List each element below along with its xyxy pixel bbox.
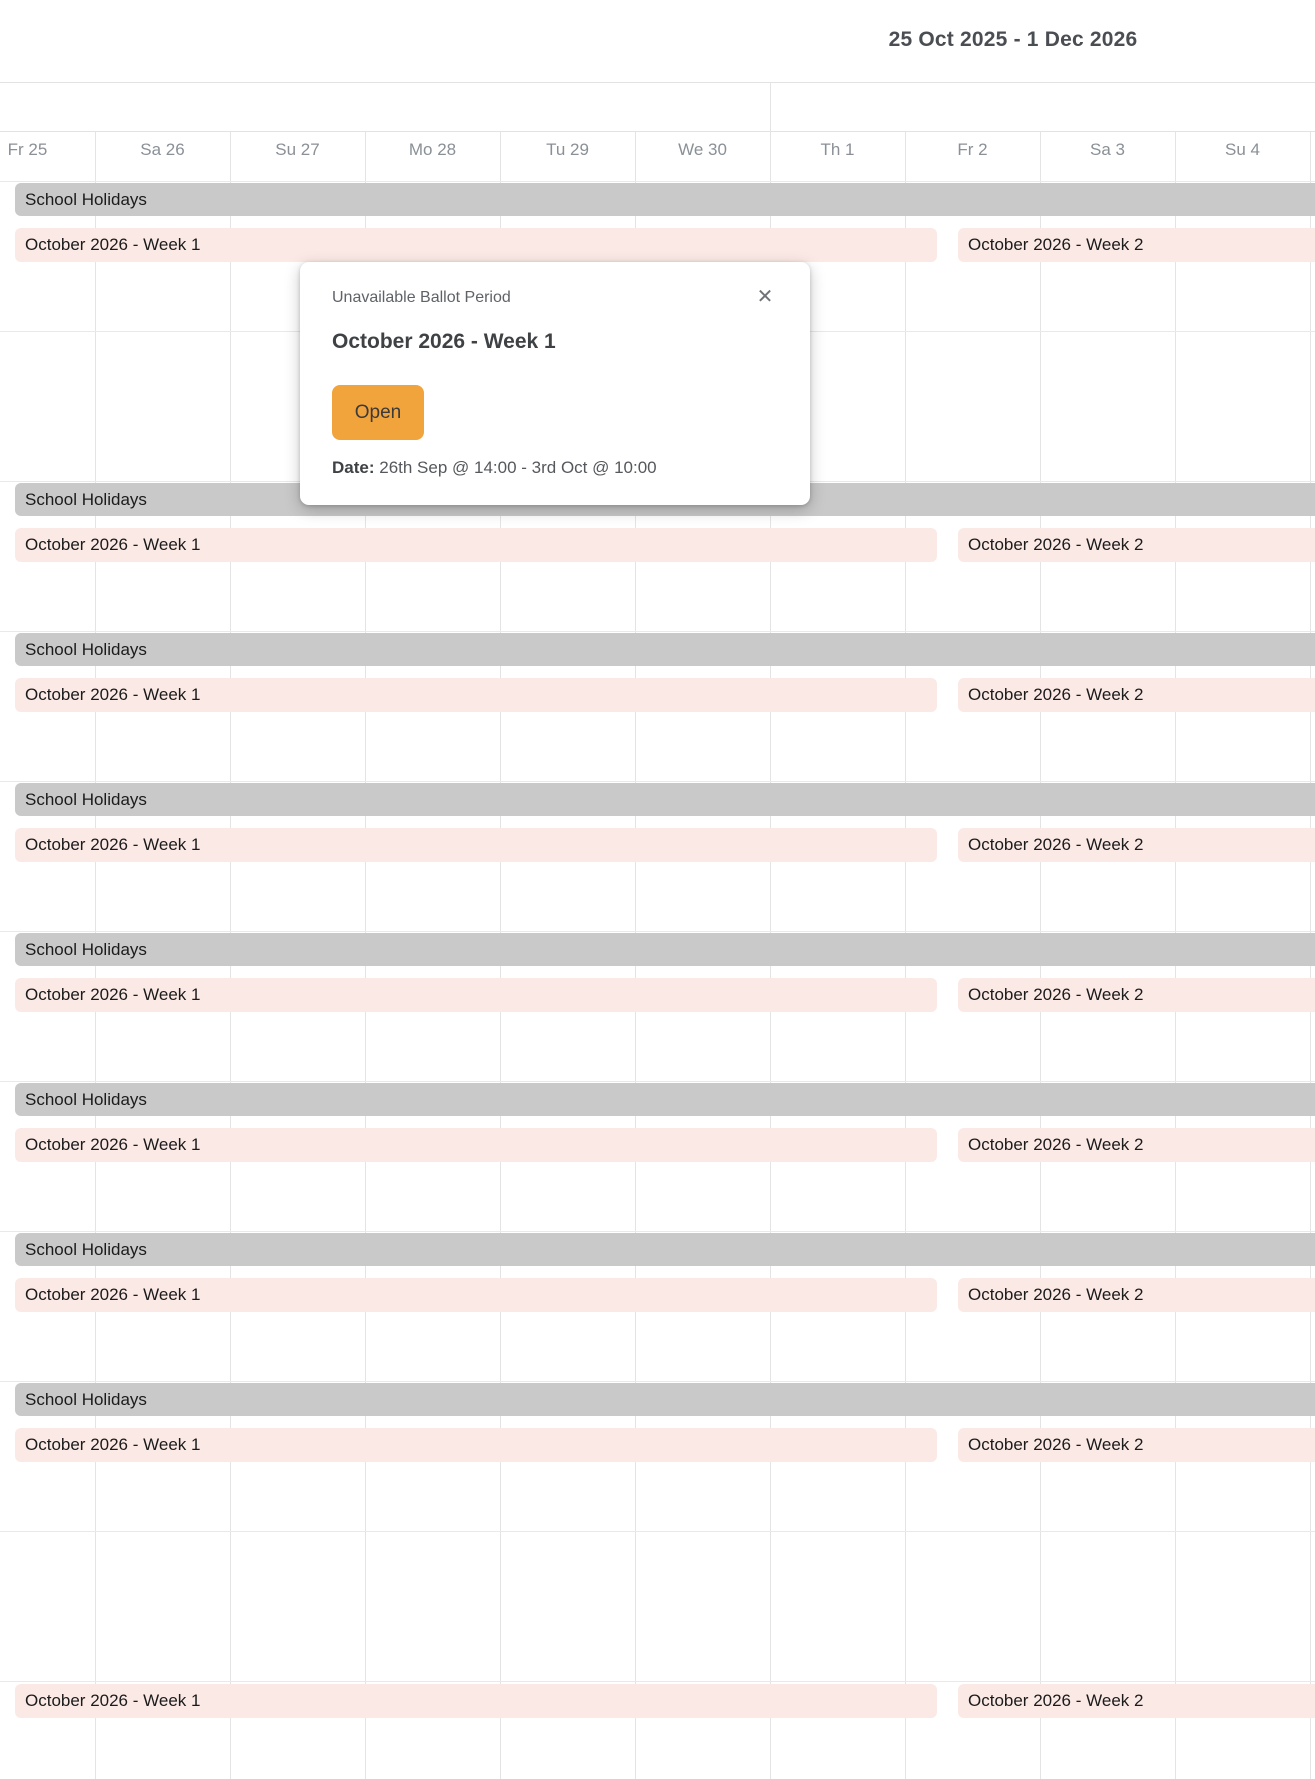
ballot-week2-bar[interactable]: October 2026 - Week 2 [958,1684,1315,1718]
ballot-week1-bar[interactable]: October 2026 - Week 1 [15,1128,937,1162]
popup-event-title: October 2026 - Week 1 [332,330,556,353]
week-row-gridline [0,631,1315,632]
popup-category-label: Unavailable Ballot Period [332,289,511,306]
day-header-sa-3: Sa 3 [1090,140,1125,159]
header-divider [0,82,1315,83]
ballot-week2-bar[interactable]: October 2026 - Week 2 [958,978,1315,1012]
ballot-week2-bar[interactable]: October 2026 - Week 2 [958,528,1315,562]
week-row-gridline [0,781,1315,782]
day-header-fr-2: Fr 2 [957,140,988,159]
ballot-week2-bar[interactable]: October 2026 - Week 2 [958,1428,1315,1462]
date-label: Date: [332,458,375,477]
school-holidays-bar[interactable]: School Holidays [15,1083,1315,1116]
open-button[interactable]: Open [332,385,424,440]
date-range-title: 25 Oct 2025 - 1 Dec 2026 [888,28,1138,51]
day-header-divider [0,131,1315,132]
ballot-week2-bar[interactable]: October 2026 - Week 2 [958,828,1315,862]
week-row-gridline [0,1531,1315,1532]
school-holidays-bar[interactable]: School Holidays [15,933,1315,966]
week-row-gridline [0,1081,1315,1082]
ballot-week1-bar[interactable]: October 2026 - Week 1 [15,978,937,1012]
week-row-gridline [0,1381,1315,1382]
ballot-week1-bar[interactable]: October 2026 - Week 1 [15,828,937,862]
day-header-fr-25: Fr 25 [7,140,48,159]
school-holidays-bar[interactable]: School Holidays [15,1233,1315,1266]
ballot-week2-bar[interactable]: October 2026 - Week 2 [958,228,1315,262]
month-separator-line [770,82,771,131]
ballot-week2-bar[interactable]: October 2026 - Week 2 [958,678,1315,712]
ballot-week1-bar[interactable]: October 2026 - Week 1 [15,1684,937,1718]
ballot-week1-bar[interactable]: October 2026 - Week 1 [15,528,937,562]
week-row-gridline [0,931,1315,932]
school-holidays-bar[interactable]: School Holidays [15,783,1315,816]
ballot-week1-bar[interactable]: October 2026 - Week 1 [15,1278,937,1312]
ballot-week1-bar[interactable]: October 2026 - Week 1 [15,678,937,712]
ballot-week1-bar[interactable]: October 2026 - Week 1 [15,228,937,262]
popup-date-line [332,458,657,478]
close-icon[interactable]: ✕ [752,284,778,310]
day-header-su-4: Su 4 [1225,140,1260,159]
school-holidays-bar[interactable]: School Holidays [15,483,1315,516]
date-value: 26th Sep @ 14:00 - 3rd Oct @ 10:00 [374,458,657,477]
school-holidays-bar[interactable]: School Holidays [15,633,1315,666]
ballot-week2-bar[interactable]: October 2026 - Week 2 [958,1278,1315,1312]
week-row-gridline [0,181,1315,182]
school-holidays-bar[interactable]: School Holidays [15,1383,1315,1416]
school-holidays-bar[interactable]: School Holidays [15,183,1315,216]
day-header-su-27: Su 27 [275,140,320,159]
ballot-week1-bar[interactable]: October 2026 - Week 1 [15,1428,937,1462]
event-popup [300,262,810,505]
day-header-sa-26: Sa 26 [140,140,185,159]
day-header-mo-28: Mo 28 [408,140,457,159]
week-row-gridline [0,1681,1315,1682]
day-header-we-30: We 30 [678,140,727,159]
ballot-week2-bar[interactable]: October 2026 - Week 2 [958,1128,1315,1162]
day-header-tu-29: Tu 29 [546,140,589,159]
week-row-gridline [0,1231,1315,1232]
day-header-th-1: Th 1 [820,140,855,159]
